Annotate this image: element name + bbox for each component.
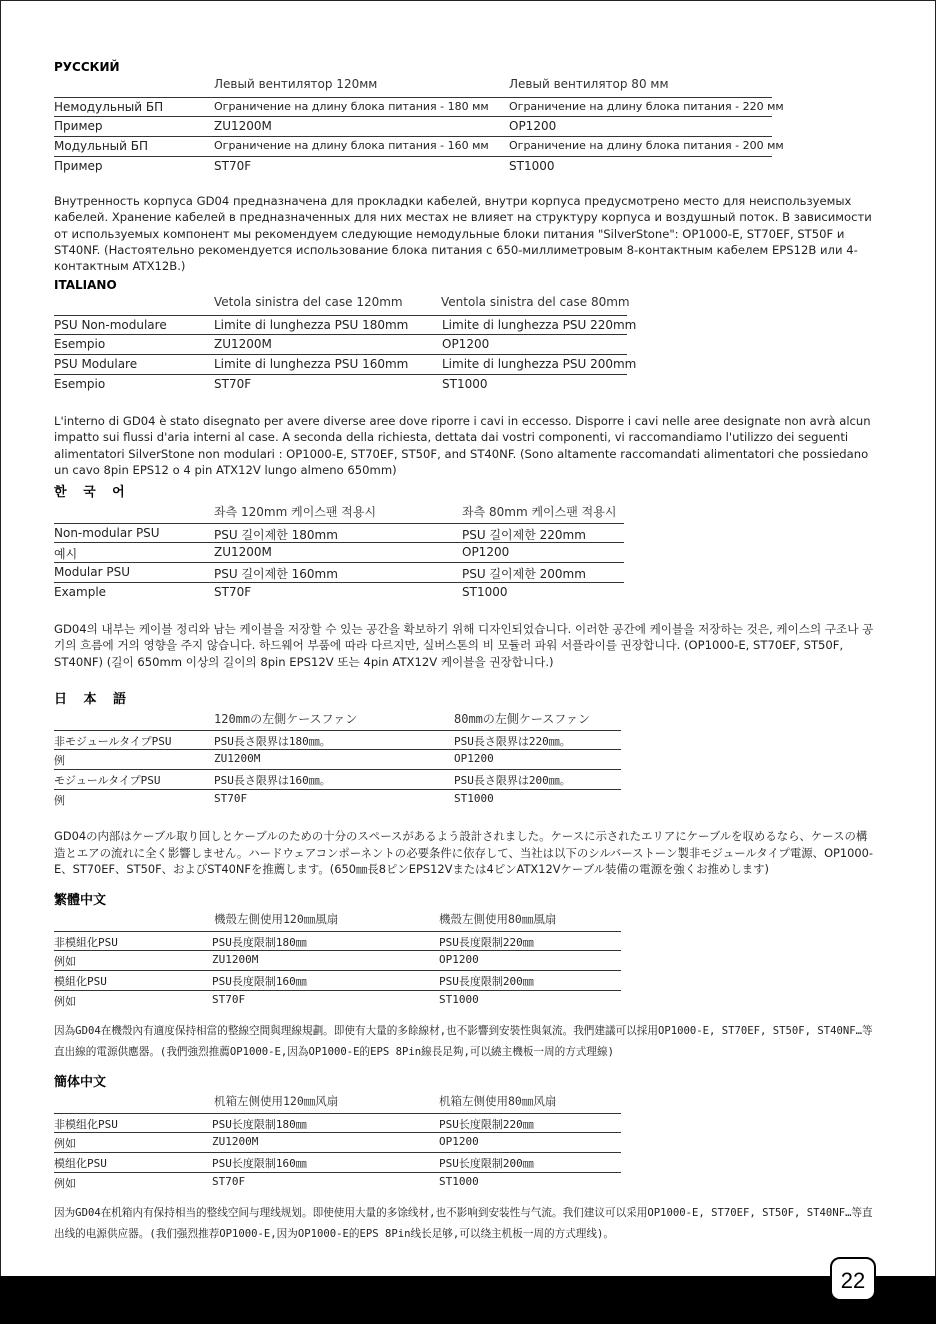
cell: ZU1200M bbox=[212, 953, 259, 966]
section-title: РУССКИЙ bbox=[54, 60, 120, 74]
cell: PSU 길이제한 160mm bbox=[214, 567, 338, 581]
col1-header: 機殼左側使用120㎜風扇 bbox=[214, 912, 339, 926]
col1-header: 机箱左侧使用120㎜风扇 bbox=[214, 1094, 339, 1108]
cell: 例如 bbox=[54, 1177, 76, 1190]
cell: ST70F bbox=[214, 159, 252, 173]
table-row bbox=[54, 315, 637, 335]
table-header bbox=[54, 708, 621, 730]
page-number: 22 bbox=[830, 1257, 876, 1301]
cell: PSU 길이제한 200mm bbox=[462, 567, 586, 581]
table-row bbox=[54, 543, 624, 563]
cell: PSU長度限制200㎜ bbox=[439, 975, 534, 988]
cell: ZU1200M bbox=[214, 119, 272, 133]
section-title: ITALIANO bbox=[54, 278, 117, 292]
cell: OP1200 bbox=[439, 1135, 479, 1148]
cell: ST70F bbox=[214, 585, 252, 599]
cell: モジュールタイプPSU bbox=[54, 774, 161, 787]
cell: Esempio bbox=[54, 377, 106, 391]
cell: PSU長度限制180㎜ bbox=[212, 936, 307, 949]
section-title: 日 本 語 bbox=[54, 692, 133, 707]
psu-table bbox=[54, 1113, 621, 1193]
cell: OP1200 bbox=[509, 119, 557, 133]
psu-table bbox=[54, 97, 784, 177]
table-row bbox=[54, 1173, 621, 1193]
col2-header: Ventola sinistra del case 80mm bbox=[441, 295, 630, 309]
psu-table bbox=[54, 315, 637, 395]
cell: PSU Modulare bbox=[54, 357, 138, 371]
psu-table bbox=[54, 523, 624, 603]
cell: OP1200 bbox=[462, 545, 510, 559]
section-title: 한 국 어 bbox=[54, 485, 131, 500]
cell: ST70F bbox=[212, 1175, 246, 1188]
table-row bbox=[54, 157, 772, 177]
cell: ST1000 bbox=[442, 377, 488, 391]
cell: OP1200 bbox=[439, 953, 479, 966]
cell: ZU1200M bbox=[214, 545, 272, 559]
col1-header: 좌측 120mm 케이스팬 적용시 bbox=[214, 505, 377, 519]
table-header bbox=[54, 1091, 621, 1113]
cell: Ограничение на длину блока питания - 200 мм bbox=[509, 139, 784, 152]
table-row bbox=[54, 951, 621, 971]
table-row bbox=[54, 1113, 621, 1133]
cell: PSU Non-modulare bbox=[54, 318, 167, 332]
table-row bbox=[54, 1153, 621, 1173]
cell: Ограничение на длину блока питания - 220 мм bbox=[509, 100, 784, 113]
col2-header: Левый вентилятор 80 мм bbox=[509, 77, 669, 91]
section-paragraph: 因为GD04在机箱内有保持相当的整线空间与理线规划。即使使用大量的多馀线材,也不影响到安装性与气流。我们建议可以采用OP1000-E, ST70EF, ST50F, ST40NF…等直出线的电源供应器。(我们强烈推荐OP1000-E,因为OP1000-E的EPS 8Pin线长足够,可以绕主机板一周的方式理线)。 bbox=[54, 1207, 873, 1240]
cell: PSU长度限制200㎜ bbox=[439, 1157, 534, 1170]
section-paragraph: L'interno di GD04 è stato disegnato per avere diverse aree dove riporre i cavi in eccesso. Disporre i cavi nelle aree designate non avrà alcun impatto sui flussi d'aria interni al case. A seconda della richiesta, dettata dai vostri componenti, vi raccomandiamo l'utilizzo dei seguenti alimentatori SilverStone non modulari : OP1000-E, ST70EF, ST50F, and ST40NF. (Sono altamente raccomandati alimentatori che possiedano un cavo 8pin EPS12 o 4 pin ATX12V lungo almeno 650mm) bbox=[54, 414, 871, 477]
section-paragraph: GD04の内部はケーブル取り回しとケーブルのための十分のスペースがあるよう設計されました。ケースに示されたエリアにケーブルを収めるなら、ケースの構造とエアの流れに全く影響しません。ハードウェアコンポーネントの必要条件に依存して、当社は以下のシルバーストーン製非モジュールタイプ電源、OP1000-E、ST70EF、ST50F、およびST40NFを推薦します。(650㎜長8ピンEPS12Vまたは4ピンATX12Vケーブル装備の電源を強くお推めします) bbox=[54, 829, 873, 877]
cell: Limite di lunghezza PSU 160mm bbox=[214, 357, 409, 371]
col2-header: 机箱左侧使用80㎜风扇 bbox=[439, 1094, 557, 1108]
section-paragraph: 因為GD04在機殼內有適度保持相當的整線空間與理線規劃。即使有大量的多餘線材,也不影響到安裝性與氣流。我們建議可以採用OP1000-E, ST70EF, ST50F, ST40NF…等直出線的電源供應器。(我們強烈推薦OP1000-E,因為OP1000-E的EPS 8Pin線長足夠,可以繞主機板一周的方式理線) bbox=[54, 1025, 873, 1058]
cell: PSU長さ限界は160㎜。 bbox=[214, 774, 331, 787]
cell: Limite di lunghezza PSU 220mm bbox=[442, 318, 637, 332]
table-row bbox=[54, 355, 637, 375]
cell: OP1200 bbox=[442, 337, 490, 351]
cell: 模組化PSU bbox=[54, 975, 107, 988]
cell: ST1000 bbox=[509, 159, 555, 173]
cell: PSU長さ限界は200㎜。 bbox=[454, 774, 571, 787]
cell: Ограничение на длину блока питания - 180 мм bbox=[214, 100, 489, 113]
table-row bbox=[54, 523, 624, 543]
col2-header: 機殼左側使用80㎜風扇 bbox=[439, 912, 557, 926]
table-row bbox=[54, 335, 627, 355]
cell: ZU1200M bbox=[212, 1135, 259, 1148]
section-title: 簡体中文 bbox=[54, 1075, 107, 1090]
footer-bar bbox=[0, 1276, 936, 1324]
table-row bbox=[54, 375, 627, 395]
cell: PSU長度限制160㎜ bbox=[212, 975, 307, 988]
cell: Пример bbox=[54, 159, 103, 173]
cell: 非モジュールタイプPSU bbox=[54, 735, 172, 748]
cell: OP1200 bbox=[454, 752, 494, 765]
cell: PSU長さ限界は180㎜。 bbox=[214, 735, 331, 748]
table-header bbox=[54, 293, 630, 315]
table-row bbox=[54, 563, 624, 583]
section-russian bbox=[54, 59, 874, 274]
cell: ST1000 bbox=[462, 585, 508, 599]
table-row bbox=[54, 991, 621, 1011]
cell: 例 bbox=[54, 794, 65, 807]
table-header bbox=[54, 909, 621, 931]
cell: Esempio bbox=[54, 337, 106, 351]
cell: ST70F bbox=[214, 377, 252, 391]
cell: 非模组化PSU bbox=[54, 1118, 118, 1131]
col1-header: Vetola sinistra del case 120mm bbox=[214, 295, 403, 309]
section-traditional-chinese bbox=[54, 893, 874, 1063]
cell: Modular PSU bbox=[54, 565, 130, 579]
table-row bbox=[54, 730, 621, 750]
cell: Модульный БП bbox=[54, 139, 149, 153]
cell: Немодульный БП bbox=[54, 100, 164, 114]
table-row bbox=[54, 117, 772, 137]
cell: 模组化PSU bbox=[54, 1157, 107, 1170]
cell: Limite di lunghezza PSU 180mm bbox=[214, 318, 409, 332]
section-paragraph: GD04의 내부는 케이블 정리와 남는 케이블을 저장할 수 있는 공간을 확보하기 위해 디자인되었습니다. 이러한 공간에 케이블을 저장하는 것은, 케이스의 구조나 공기의 흐름에 거의 영향을 주지 않습니다. 하드웨어 부품에 따라 다르지만, 실버스톤의 비 모듈러 파워 서플라이를 권장합니다. (OP1000-E, ST70EF, ST50F, ST40NF) (길이 650mm 이상의 길이의 8pin EPS12V 또는 4pin ATX12V 케이블을 권장합니다.) bbox=[54, 622, 874, 669]
cell: ZU1200M bbox=[214, 752, 261, 765]
cell: 例如 bbox=[54, 995, 76, 1008]
table-row bbox=[54, 750, 621, 770]
psu-table bbox=[54, 931, 621, 1011]
cell: ZU1200M bbox=[214, 337, 272, 351]
cell: PSU長度限制220㎜ bbox=[439, 936, 534, 949]
cell: 非模組化PSU bbox=[54, 936, 118, 949]
section-title: 繁體中文 bbox=[54, 893, 107, 908]
table-row bbox=[54, 790, 621, 810]
cell: 例如 bbox=[54, 1137, 76, 1150]
cell: ST70F bbox=[214, 792, 248, 805]
table-row bbox=[54, 583, 624, 603]
table-row bbox=[54, 137, 784, 157]
section-simplified-chinese bbox=[54, 1075, 874, 1245]
cell: Example bbox=[54, 585, 107, 599]
table-row bbox=[54, 1133, 621, 1153]
cell: PSU 길이제한 180mm bbox=[214, 528, 338, 542]
cell: PSU長さ限界は220㎜。 bbox=[454, 735, 571, 748]
col2-header: 80mmの左側ケースファン bbox=[454, 712, 591, 726]
cell: PSU 길이제한 220mm bbox=[462, 528, 586, 542]
cell: 예시 bbox=[54, 547, 78, 561]
section-italiano bbox=[54, 277, 874, 478]
cell: ST70F bbox=[212, 993, 246, 1006]
table-row bbox=[54, 971, 621, 991]
table-row bbox=[54, 770, 621, 790]
table-row bbox=[54, 97, 784, 117]
cell: Пример bbox=[54, 119, 103, 133]
cell: 例 bbox=[54, 754, 65, 767]
cell: PSU长度限制160㎜ bbox=[212, 1157, 307, 1170]
section-paragraph: Внутренность корпуса GD04 предназначена для прокладки кабелей, внутри корпуса предусмотрено место для неиспользуемых кабелей. Хранение кабелей в предназначенных для них местах не влияет на структуру корпуса и воздушный поток. В зависимости от используемых компонент мы рекомендуем следующие немодульные блоки питания "SilverStone": OP1000-E, ST70EF, ST50F и ST40NF. (Настоятельно рекомендуется использование блока питания с 650-миллиметровым 8-контактным кабелем EPS12В или 4-контактным ATX12В.) bbox=[54, 194, 872, 274]
table-row bbox=[54, 931, 621, 951]
table-header bbox=[54, 75, 772, 97]
col1-header: 120mmの左側ケースファン bbox=[214, 712, 358, 726]
cell: ST1000 bbox=[439, 1175, 479, 1188]
cell: ST1000 bbox=[454, 792, 494, 805]
section-japanese bbox=[54, 692, 874, 878]
cell: Ограничение на длину блока питания - 160 мм bbox=[214, 139, 489, 152]
table-header bbox=[54, 501, 624, 523]
cell: PSU长度限制180㎜ bbox=[212, 1118, 307, 1131]
cell: ST1000 bbox=[439, 993, 479, 1006]
col2-header: 좌측 80mm 케이스팬 적용시 bbox=[462, 505, 617, 519]
cell: 例如 bbox=[54, 955, 76, 968]
col1-header: Левый вентилятор 120мм bbox=[214, 77, 378, 91]
cell: PSU长度限制220㎜ bbox=[439, 1118, 534, 1131]
section-korean bbox=[54, 485, 874, 670]
psu-table bbox=[54, 730, 621, 810]
cell: Non-modular PSU bbox=[54, 526, 160, 540]
cell: Limite di lunghezza PSU 200mm bbox=[442, 357, 637, 371]
